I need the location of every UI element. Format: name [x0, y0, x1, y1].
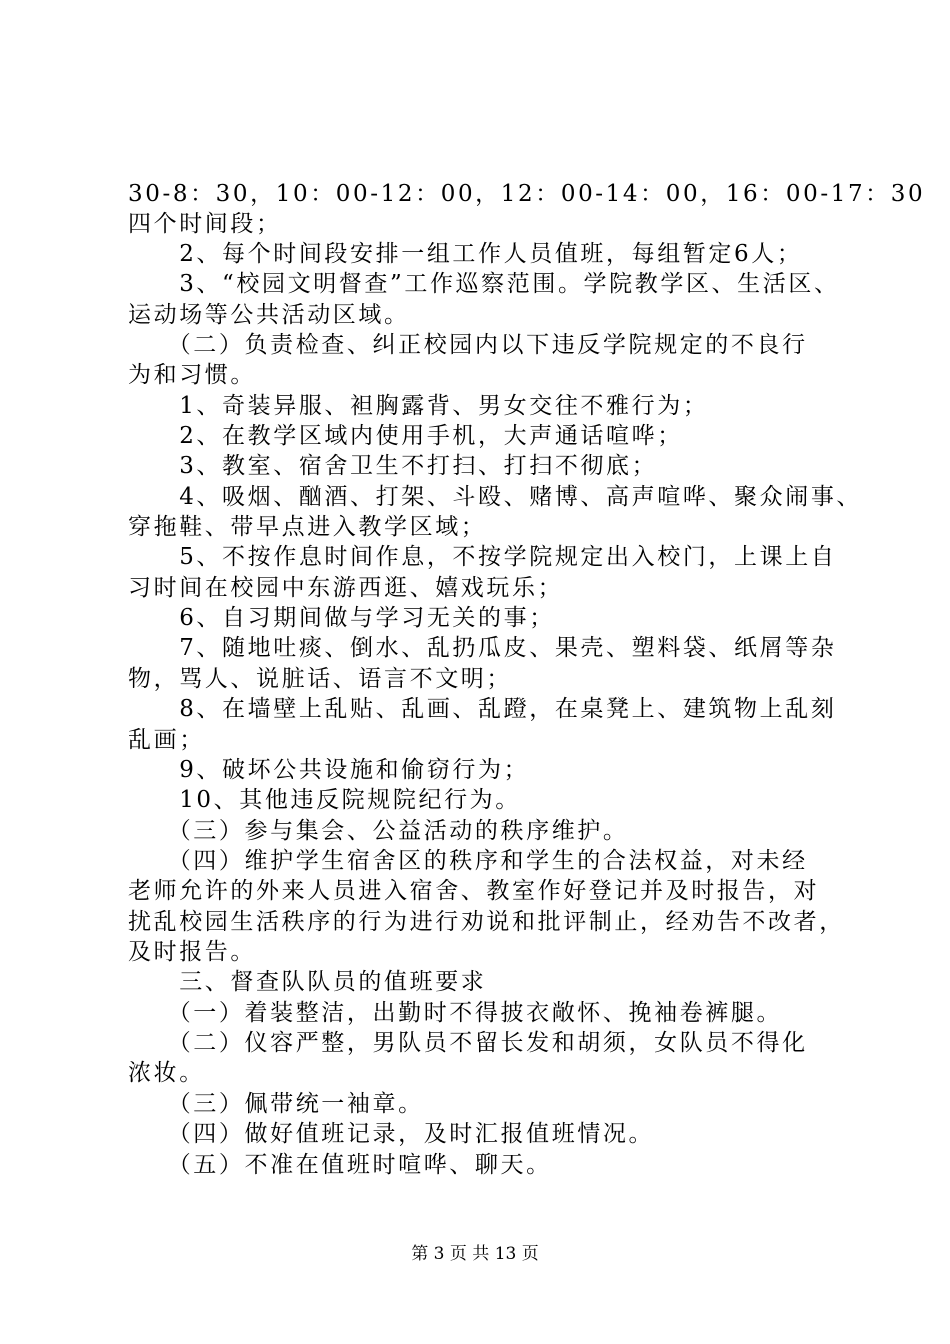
- body-line: （四）维护学生宿舍区的秩序和学生的合法权益，对未经: [128, 848, 808, 874]
- body-line: 2、在教学区域内使用手机，大声通话喧哗；: [128, 423, 683, 449]
- body-line: 8、在墙壁上乱贴、乱画、乱蹬，在桌凳上、建筑物上乱刻: [128, 696, 837, 722]
- body-line: 扰乱校园生活秩序的行为进行劝说和批评制止，经劝告不改者，: [128, 909, 845, 935]
- body-line: 3、“校园文明督查”工作巡察范围。学院教学区、生活区、: [128, 271, 840, 297]
- body-line: 9、破坏公共设施和偷窃行为；: [128, 757, 530, 783]
- body-line: （五）不准在值班时喧哗、聊天。: [128, 1152, 552, 1178]
- body-line: 1、奇装异服、袒胸露背、男女交往不雅行为；: [128, 393, 709, 419]
- body-line: 7、随地吐痰、倒水、乱扔瓜皮、果壳、塑料袋、纸屑等杂: [128, 635, 837, 661]
- body-line: 6、自习期间做与学习无关的事；: [128, 605, 555, 631]
- body-line: 物，骂人、说脏话、语言不文明；: [128, 666, 512, 692]
- body-line: 浓妆。: [128, 1060, 205, 1086]
- body-line: （四）做好值班记录，及时汇报值班情况。: [128, 1121, 655, 1147]
- body-line: 穿拖鞋、带早点进入教学区域；: [128, 514, 487, 540]
- body-line: 2、每个时间段安排一组工作人员值班，每组暂定6人；: [128, 241, 803, 267]
- body-line: 运动场等公共活动区域。: [128, 302, 410, 328]
- body-line: （二）仪容严整，男队员不留长发和胡须，女队员不得化: [128, 1030, 808, 1056]
- page-number-footer: 第 3 页 共 13 页: [411, 1244, 539, 1264]
- body-line: 30-8：30，10：00-12：00，12：00-14：00，16：00-17：30: [128, 181, 926, 207]
- body-line: 10、其他违反院规院纪行为。: [128, 787, 521, 813]
- body-line: 及时报告。: [128, 939, 256, 965]
- body-line: （二）负责检查、纠正校园内以下违反学院规定的不良行: [128, 332, 808, 358]
- body-line: 四个时间段；: [128, 211, 282, 237]
- body-line: 三、督查队队员的值班要求: [128, 969, 487, 995]
- body-line: 老师允许的外来人员进入宿舍、教室作好登记并及时报告，对: [128, 878, 820, 904]
- body-line: （三）佩带统一袖章。: [128, 1091, 424, 1117]
- body-line: 乱画；: [128, 727, 205, 753]
- body-line: 4、吸烟、酗酒、打架、斗殴、赌博、高声喧哗、聚众闹事、: [128, 484, 863, 510]
- body-line: （三）参与集会、公益活动的秩序维护。: [128, 818, 629, 844]
- body-line: 5、不按作息时间作息，不按学院规定出入校门，上课上自: [128, 544, 837, 570]
- body-line: 习时间在校园中东游西逛、嬉戏玩乐；: [128, 575, 564, 601]
- body-line: 3、教室、宿舍卫生不打扫、打扫不彻底；: [128, 453, 658, 479]
- body-line: 为和习惯。: [128, 362, 256, 388]
- body-line: （一）着装整洁，出勤时不得披衣敞怀、挽袖卷裤腿。: [128, 1000, 783, 1026]
